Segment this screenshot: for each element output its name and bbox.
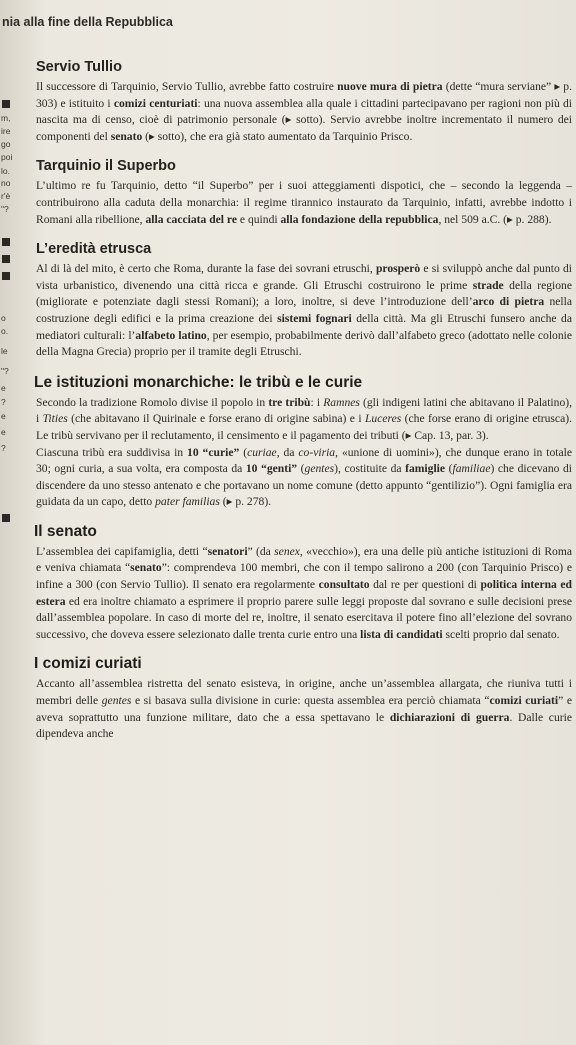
margin-fragment: m,: [1, 113, 11, 123]
margin-fragment: "?: [1, 204, 9, 214]
body-paragraph: Accanto all’assemblea ristretta del senato esisteva, in origine, anche un’assemblea allargata, che riuniva tutti i membri delle gentes e si basava sulla divisione in curie: questa assemblea era perciò chiamata “comizi curiati” e aveva soprattutto una funzione militare, dato che a essa spettavano le dichiarazioni di guerra. Dalle curie dipendeva anche: [36, 677, 572, 741]
margin-square-icon: [2, 238, 10, 246]
section-1: [36, 157, 572, 228]
margin-fragment: e: [1, 427, 6, 437]
section-heading: L’eredità etrusca: [36, 241, 152, 258]
margin-square-icon: [2, 272, 10, 280]
left-margin-fragments: [0, 0, 30, 1045]
body-paragraph: Ciascuna tribù era suddivisa in 10 “curie” (curiae, da co-viria, «unione di uomini»), che dunque erano in totale 30; ogni curia, a sua volta, era composta da 10 “genti” (gentes), costituite da famiglie (familiae) che dicevano di discendere da uno stesso antenato e che portavano un nome comune (detto appunto “gentilizio”). Ogni famiglia era guidata da un capo, detto pater familias (▸ p. 278).: [36, 445, 573, 509]
margin-fragment: go: [1, 139, 11, 149]
section-4: [36, 522, 572, 644]
margin-fragment: le: [1, 346, 8, 356]
body-paragraph: L’ultimo re fu Tarquinio, detto “il Superbo” per i suoi atteggiamenti dispotici, che – secondo la leggenda – contribuirono alla caduta della monarchia: il regime tirannico instaurato da Tarquinio, infatti, avrebbe indotto i Romani alla ribellione, alla cacciata del re e quindi alla fondazione della repubblica, nel 509 a.C. (▸ p. 288).: [36, 179, 572, 226]
margin-fragment: e: [1, 383, 6, 393]
margin-fragment: "?: [1, 366, 9, 376]
margin-fragment: ?: [1, 397, 6, 407]
margin-fragment: ire: [1, 126, 11, 136]
margin-square-icon: [2, 514, 10, 522]
margin-square-icon: [2, 100, 10, 108]
margin-fragment: lo.: [1, 166, 10, 176]
margin-fragment: ?: [1, 443, 6, 453]
body-paragraph: Il successore di Tarquinio, Servio Tullio, avrebbe fatto costruire nuove mura di pietra (dette “mura serviane” ▸ p. 303) e istituito i comizi centuriati: una nuova assemblea alla quale i cittadini partecipavano per ragioni non più di nascita ma di censo, cioè di patrimonio personale (▸ sotto). Servio avrebbe inoltre incrementato il numero dei componenti del senato (▸ sotto), che era già stato aumentato da Tarquinio Prisco.: [36, 80, 572, 143]
margin-square-icon: [2, 255, 10, 263]
margin-fragment: no: [1, 178, 11, 188]
running-header: nia alla fine della Repubblica: [2, 15, 173, 29]
margin-fragment: o.: [1, 326, 9, 336]
section-3: [36, 373, 572, 511]
section-heading: Il senato: [34, 522, 97, 540]
body-paragraph: L’assemblea dei capifamiglia, detti “senatori” (da senex, «vecchio»), era una delle più antiche istituzioni di Roma e veniva chiamata “senato”: comprendeva 100 membri, che con il tempo salirono a 200 (con Tarquinio Prisco) e infine a 300 (con Servio Tullio). Il senato era regolarmente consultato dal re per questioni di politica interna ed estera ed era inoltre chiamato a esprimere il proprio parere sulle leggi proposte dal sovrano e sulle decisioni prese dall’assemblea popolare. In caso di morte del re, inoltre, il senato esercitava il potere fino all’elezione del sovrano successivo, che doveva essere selezionato dalle trenta curie entro una lista di candidati scelti proprio dal senato.: [36, 544, 573, 641]
margin-fragment: r'è: [1, 191, 11, 201]
section-0: [36, 58, 572, 145]
section-heading: Tarquinio il Superbo: [36, 158, 176, 175]
section-heading: I comizi curiati: [34, 655, 142, 673]
margin-fragment: poi: [1, 152, 13, 162]
margin-fragment: e: [1, 411, 6, 421]
section-5: [36, 654, 572, 742]
main-text-column: [36, 58, 572, 754]
margin-fragment: o: [1, 313, 6, 323]
body-paragraph: Secondo la tradizione Romolo divise il popolo in tre tribù: i Ramnes (gli indigeni latini che abitavano il Palatino), i Tities (che abitavano il Quirinale e forse erano di origine sabina) e i Luceres (che forse erano di origine etrusca). Le tribù servivano per il reclutamento, il censimento e il pagamento dei tributi (▸ Cap. 13, par. 3).: [36, 395, 572, 442]
body-paragraph: Al di là del mito, è certo che Roma, durante la fase dei sovrani etruschi, prosperò e si sviluppò anche dal punto di vista urbanistico, divenendo una città ricca e grande. Gli Etruschi costruirono le prime strade della regione (migliorate e potenziate dagli stessi Romani); a loro, inoltre, si deve l’introduzione dell’arco di pietra nella costruzione degli edifici e la prima creazione dei sistemi fognari della città. Ma gli Etruschi funsero anche da mediatori culturali: l’alfabeto latino, per esempio, probabilmente derivò dall’alfabeto greco (adottato nelle colonie della Magna Grecia) proprio per il tramite degli Etruschi.: [36, 262, 572, 359]
section-2: [36, 240, 572, 361]
section-heading: Servio Tullio: [36, 59, 122, 75]
section-heading: Le istituzioni monarchiche: le tribù e le curie: [34, 373, 363, 391]
